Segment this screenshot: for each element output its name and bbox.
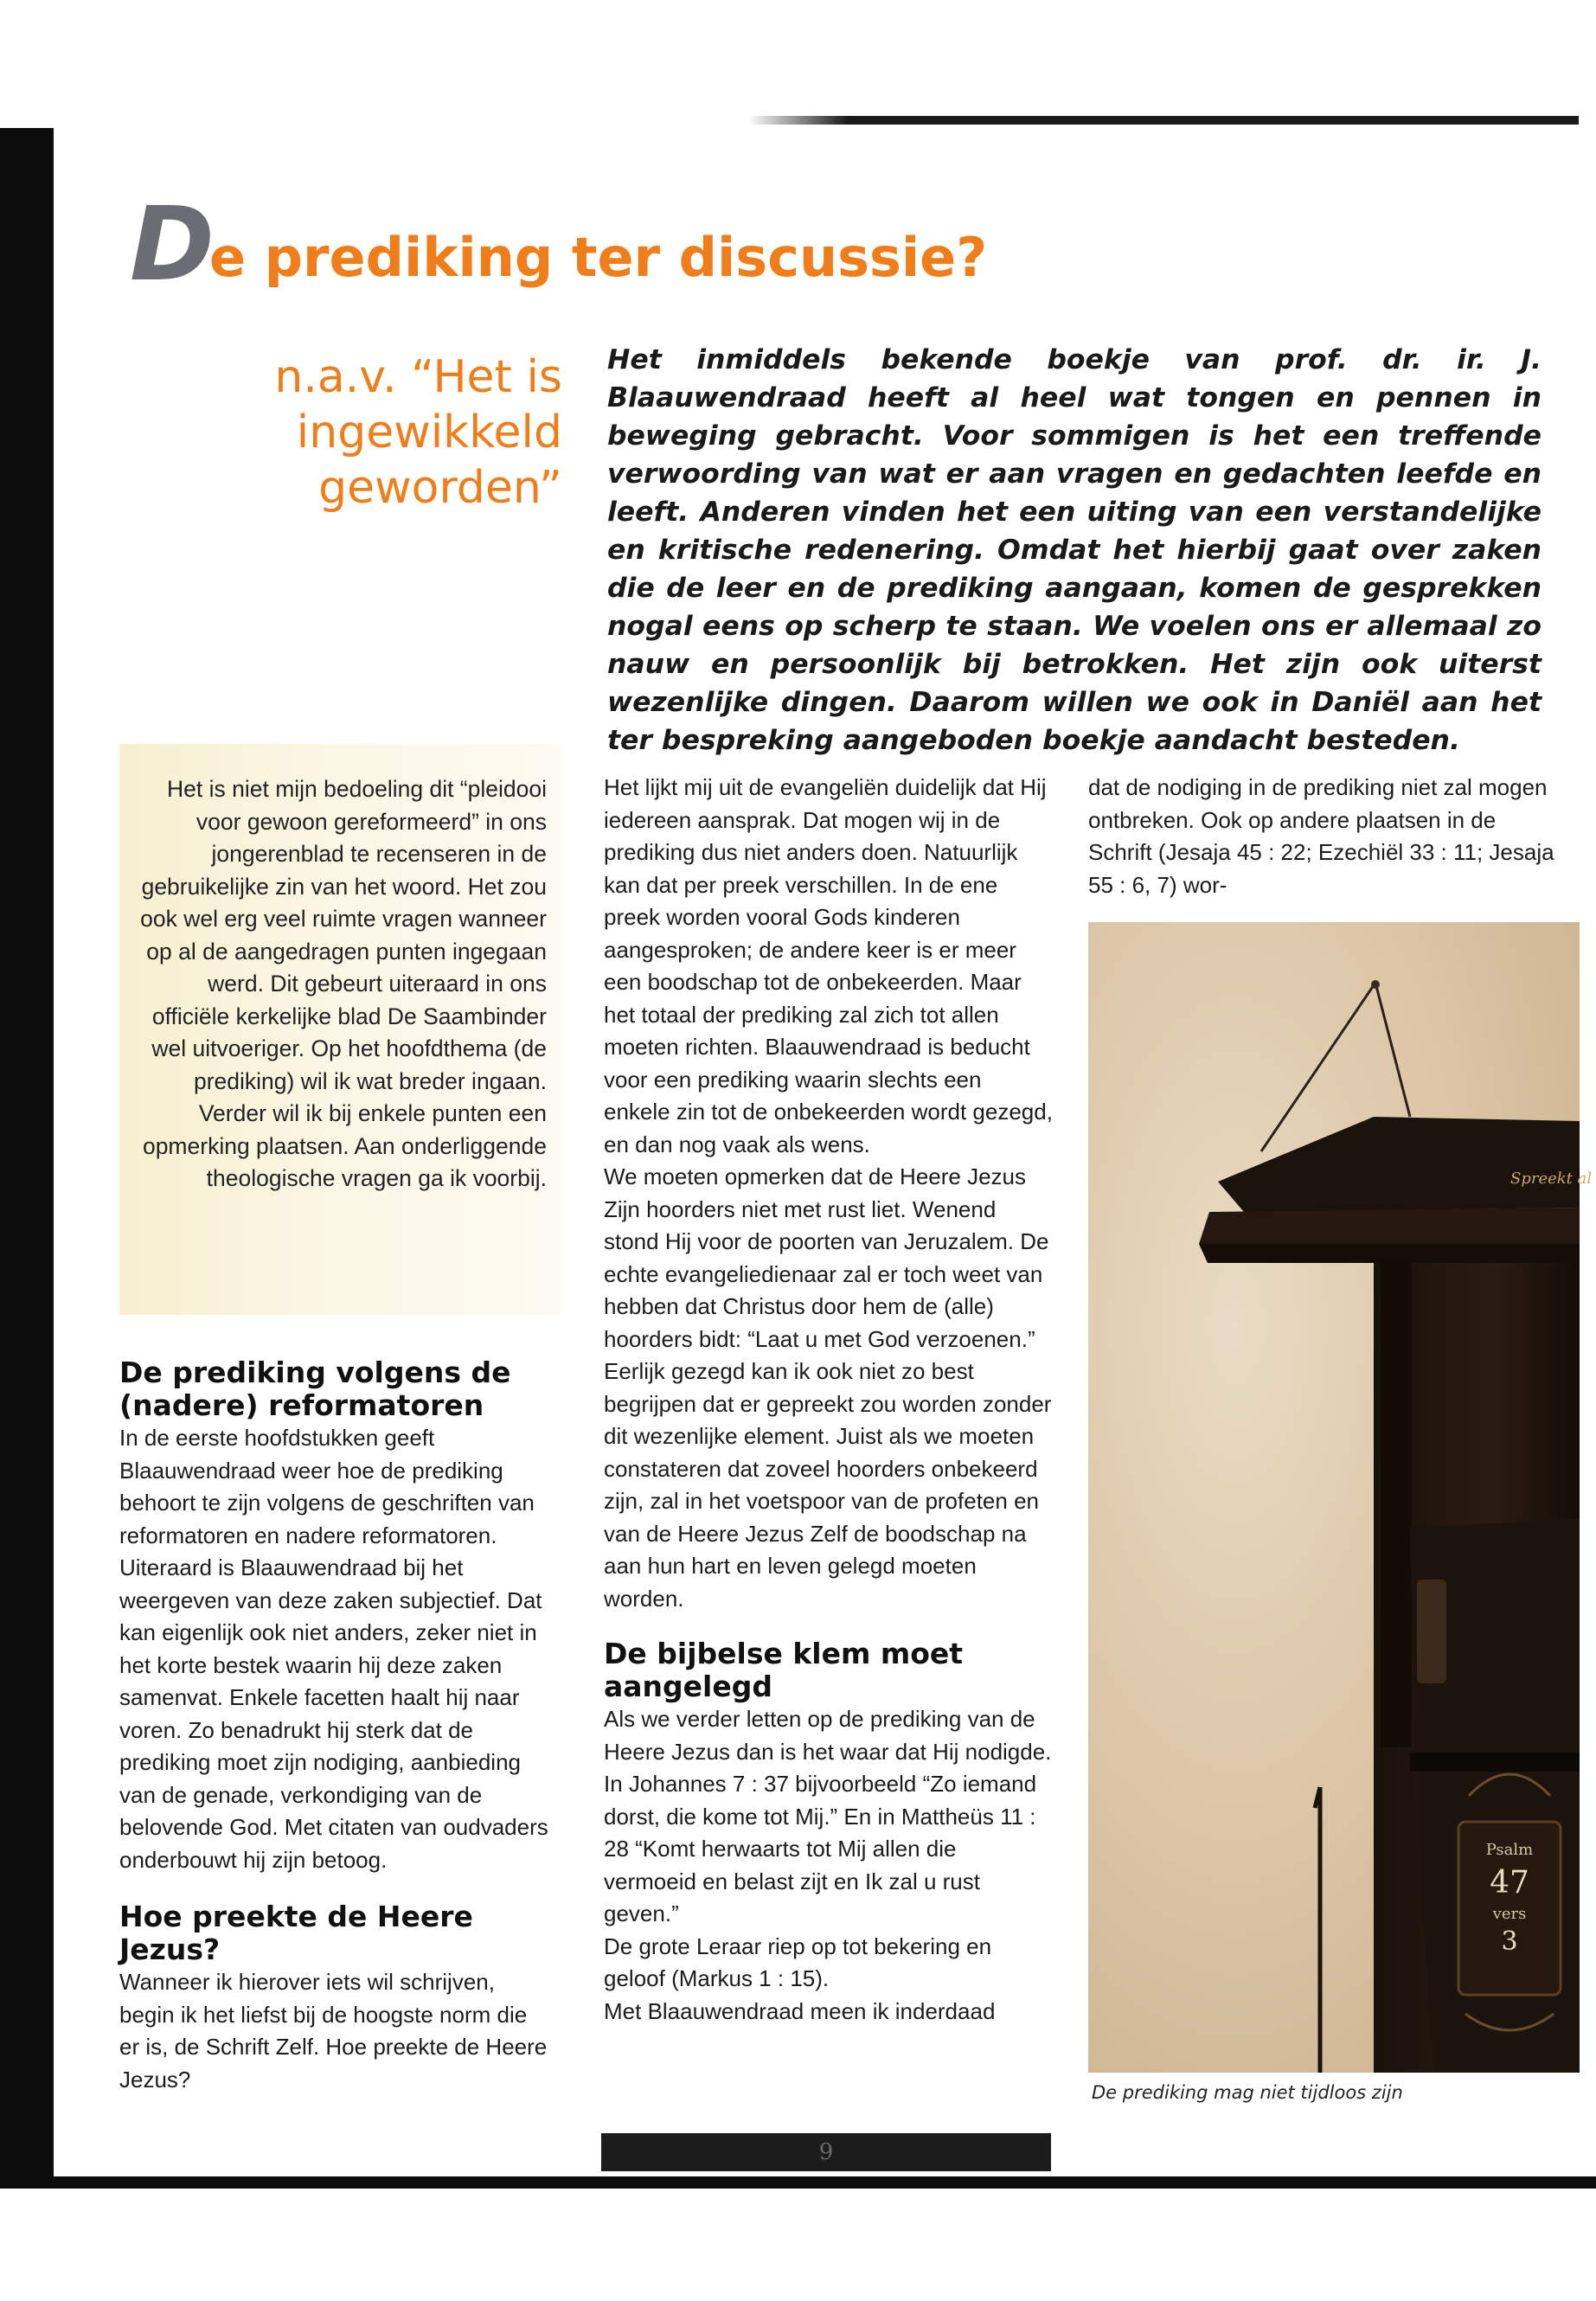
body-paragraph: Het lijkt mij uit de evangeliën duidelijk dat Hij iedereen aansprak. Dat mogen wij in de prediking dus niet anders doen. Natuurlijk kan dat per preek verschillen. In de ene preek worden vooral Gods kinderen aangesproken; de andere keer is er meer een boodschap tot de onbekeerden. Maar het totaal der prediking zal zich tot allen moeten richten. Blaauwendraad is beducht voor een prediking waarin slechts een enkele zin tot de onbekeerden wordt gezegd, en dan nog vaak als wens. [604,774,1053,1157]
top-rule [748,116,1579,125]
pulpit-illustration [1088,922,1593,2073]
body-paragraph: dat de nodiging in de prediking niet zal mogen ontbreken. Ook op andere plaatsen in de Schrift (Jesaja 45 : 22; Ezechiël 33 : 11; Jesaja 55 : 6, 7) wor- [1088,774,1554,898]
section-heading: De bijbelse klem moet aangelegd [604,1637,964,1703]
column-left [119,1356,552,2096]
subtitle-line: ingewikkeld [296,407,562,458]
body-paragraph: Met Blaauwendraad meen ik inderdaad [604,1997,996,2024]
hymn-board-top: Psalm [1485,1841,1534,1859]
photo-caption: De prediking mag niet tijdloos zijn [1092,2082,1403,2103]
subtitle-line: geworden” [318,462,562,514]
bottom-edge-bar [0,2176,1596,2189]
lead-paragraph: Het inmiddels bekende boekje van prof. dr. ir. J. Blaauwendraad heeft al heel wat tongen en pennen in beweging gebracht. Voor sommigen is het een treffende verwoording van wat er aan vragen en gedachten leefde en leeft. Anderen vinden het een uiting van een verstandelijke en kritische redenering. Omdat het hierbij gaat over zaken die de leer en de prediking aangaan, komen de gesprekken nogal eens op scherp te staan. We voelen ons er allemaal zo nauw en persoonlijk bij betrokken. Het zijn ook uiterst wezenlijke dingen. Daarom willen we ook in Daniël aan het ter bespreking aangeboden boekje aandacht besteden. [607,344,1542,756]
title-text: e prediking ter discussie? [208,226,988,289]
body-paragraph: Wanneer ik hierover iets wil schrijven, begin ik het liefst bij de hoogste norm die er is, de Schrift Zelf. Hoe preekte de Heere Jezus? [119,1969,548,2093]
hymn-number: 47 [1490,1865,1529,1900]
hymn-label: vers [1492,1905,1527,1923]
hymn-verse: 3 [1501,1926,1518,1957]
body-paragraph: We moeten opmerken dat de Heere Jezus Zijn hoorders niet met rust liet. Wenend stond Hij voor de poorten van Jeruzalem. De echte evangeliedienaar zal er toch weet van hebben dat Christus door hem de (alle) hoorders bidt: “Laat u met God verzoenen.” Eerlijk gezegd kan ik ook niet zo best begrijpen dat er gepreekt zou worden zonder dit wezenlijke element. Juist als we moeten constateren dat zoveel hoorders onbekeerd zijn, zal in het voetspoor van de profeten en van de Heere Jezus Zelf de boodschap na aan hun hart en leven gelegd moeten worden. [604,1163,1052,1612]
subtitle [216,349,562,516]
subtitle-line: n.a.v. “Het is [274,351,562,403]
section-heading: Hoe preekte de Heere Jezus? [119,1900,473,1966]
column-right [1088,772,1555,901]
column-middle [604,772,1054,2028]
body-paragraph: Als we verder letten op de prediking van de Heere Jezus dan is het waar dat Hij nodigde. In Johannes 7 : 37 bijvoorbeeld “Zo iemand dorst, die kome tot Mij.” En in Mattheüs 11 : 28 “Komt herwaarts tot Mij allen die vermoeid en belast zijt en Ik zal u rust geven.” [604,1706,1052,1926]
page-title [130,184,988,304]
title-dropcap: D [130,184,209,304]
left-edge-bar [0,128,54,2187]
section-heading: De prediking volgens de (nadere) reformatoren [119,1356,511,1422]
body-paragraph: In de eerste hoofdstukken geeft Blaauwendraad weer hoe de prediking behoort te zijn volgens de geschriften van reformatoren en nadere reformatoren. Uiteraard is Blaauwendraad bij het weergeven van deze zaken subjectief. Dat kan eigenlijk ook niet anders, zeker niet in het korte bestek waarin hij deze zaken samenvat. Enkele facetten haalt hij naar voren. Zo benadrukt hij sterk dat de prediking moet zijn nodiging, aanbieding van de genade, verkondiging van de belovende God. Met citaten van oudvaders onderbouwt hij zijn betoog. [119,1425,548,1873]
body-paragraph: De grote Leraar riep op tot bekering en geloof (Markus 1 : 15). [604,1932,992,1991]
pulpit-photo [1088,922,1593,2073]
intro-box-text: Het is niet mijn bedoeling dit “pleidooi voor gewoon gereformeerd” in ons jongerenblad te recenseren in de gebruikelijke zin van het woord. Het zou ook wel erg veel ruimte vragen wanneer op al de aangedragen punten ingegaan werd. Dit gebeurt uiteraard in ons officiële kerkelijke blad De Saambinder wel uitvoeriger. Op het hoofdthema (de prediking) wil ik wat breder ingaan. Verder wil ik bij enkele punten een opmerking plaatsen. Aan onderliggende theologische vragen ga ik voorbij. [140,776,547,1191]
page-number: 9 [601,2133,1051,2171]
sounding-board-text: Spreekt al [1510,1170,1593,1188]
